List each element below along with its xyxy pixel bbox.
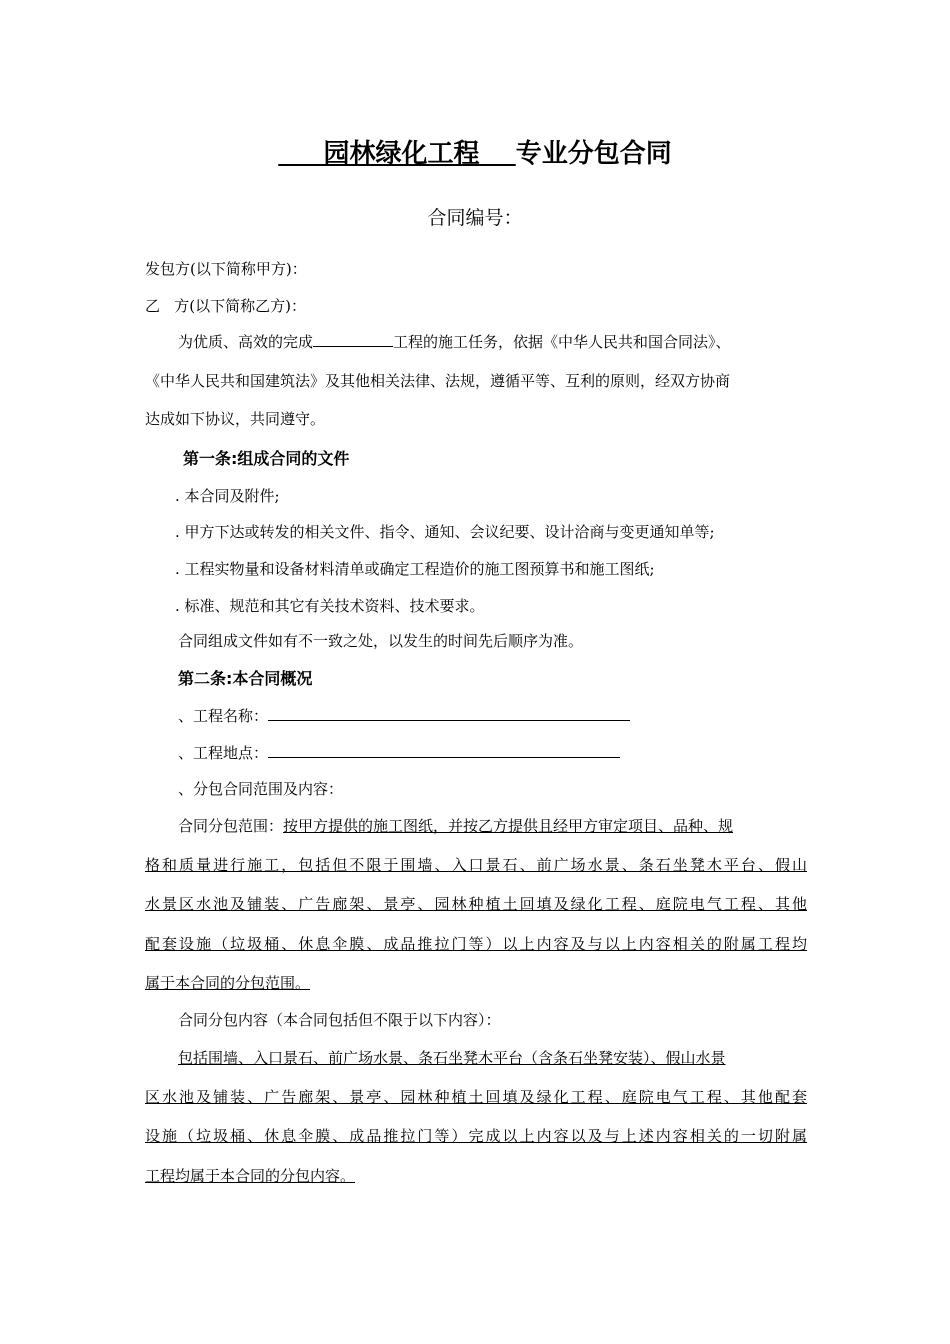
project-name-blank (268, 706, 630, 721)
article-1-heading: 第一条:组成合同的文件 (183, 449, 350, 468)
article-1-item: . 工程实物量和设备材料清单或确定工程造价的施工图预算书和施工图纸; (175, 560, 655, 578)
project-name-line (178, 705, 630, 726)
title-project-name: 园林绿化工程 (323, 139, 480, 169)
title-suffix: 专业分包合同 (515, 139, 672, 169)
project-location-line (178, 742, 620, 763)
title-lead-blank (278, 139, 323, 169)
party-b-line: 乙 方(以下简称乙方)： (145, 297, 307, 315)
contract-number-label: 合同编号： (427, 207, 523, 229)
range-text-line: 属于本合同的分包范围。 (145, 974, 311, 992)
intro-line-1 (178, 331, 731, 352)
intro-line-3: 达成如下协议，共同遵守。 (145, 410, 326, 428)
range-text-line: 配套设施（垃圾桶、休息伞膜、成品推拉门等）以上内容及与以上内容相关的附属工程均 (145, 935, 807, 953)
range-text-line: 格和质量进行施工，包括但不限于围墙、入口景石、前广场水景、条石坐凳木平台、假山 (145, 856, 807, 874)
intro-line-2: 《中华人民共和国建筑法》及其他相关法律、法规，遵循平等、互利的原则，经双方协商 (145, 372, 731, 390)
article-1-item: . 本合同及附件; (175, 487, 280, 505)
range-text-line: 水景区水池及铺装、广告廊架、景亭、园林种植土回填及绿化工程、庭院电气工程、其他 (145, 895, 807, 913)
content-text-line: 区水池及铺装、广告廊架、景亭、园林种植土回填及绿化工程、庭院电气工程、其他配套 (145, 1088, 807, 1106)
project-location-label: 、工程地点： (178, 744, 269, 762)
scope-label: 、分包合同范围及内容： (178, 780, 344, 798)
range-first-line (178, 815, 733, 836)
range-label: 合同分包范围： (178, 817, 284, 835)
range-text-line: 按甲方提供的施工图纸，并按乙方提供且经甲方审定项目、品种、规 (283, 817, 734, 835)
content-label: 合同分包内容（本合同包括但不限于以下内容）： (178, 1011, 501, 1029)
content-text-line: 包括围墙、入口景石、前广场水景、条石坐凳木平台（含条石坐凳安装）、假山水景 (178, 1049, 726, 1067)
project-name-label: 、工程名称： (178, 707, 269, 725)
article-1-note: 合同组成文件如有不一致之处，以发生的时间先后顺序为准。 (178, 632, 584, 650)
contract-title (0, 133, 950, 170)
intro-project-blank (313, 332, 393, 347)
party-a-line: 发包方(以下简称甲方)： (145, 260, 307, 278)
intro-line-1a: 为优质、高效的完成 (178, 333, 314, 351)
project-location-blank (268, 743, 620, 758)
title-trail-blank (480, 139, 516, 169)
content-text-line: 设施（垃圾桶、休息伞膜、成品推拉门等）完成以上内容以及与上述内容相关的一切附属 (145, 1127, 807, 1145)
content-text-line: 工程均属于本合同的分包内容。 (145, 1167, 356, 1185)
article-2-heading: 第二条:本合同概况 (178, 669, 313, 688)
article-1-item: . 标准、规范和其它有关技术资料、技术要求。 (175, 597, 485, 615)
intro-line-1b: 工程的施工任务，依据《中华人民共和国合同法》、 (393, 333, 731, 351)
article-1-item: . 甲方下达或转发的相关文件、指令、通知、会议纪要、设计洽商与变更通知单等; (175, 523, 715, 541)
